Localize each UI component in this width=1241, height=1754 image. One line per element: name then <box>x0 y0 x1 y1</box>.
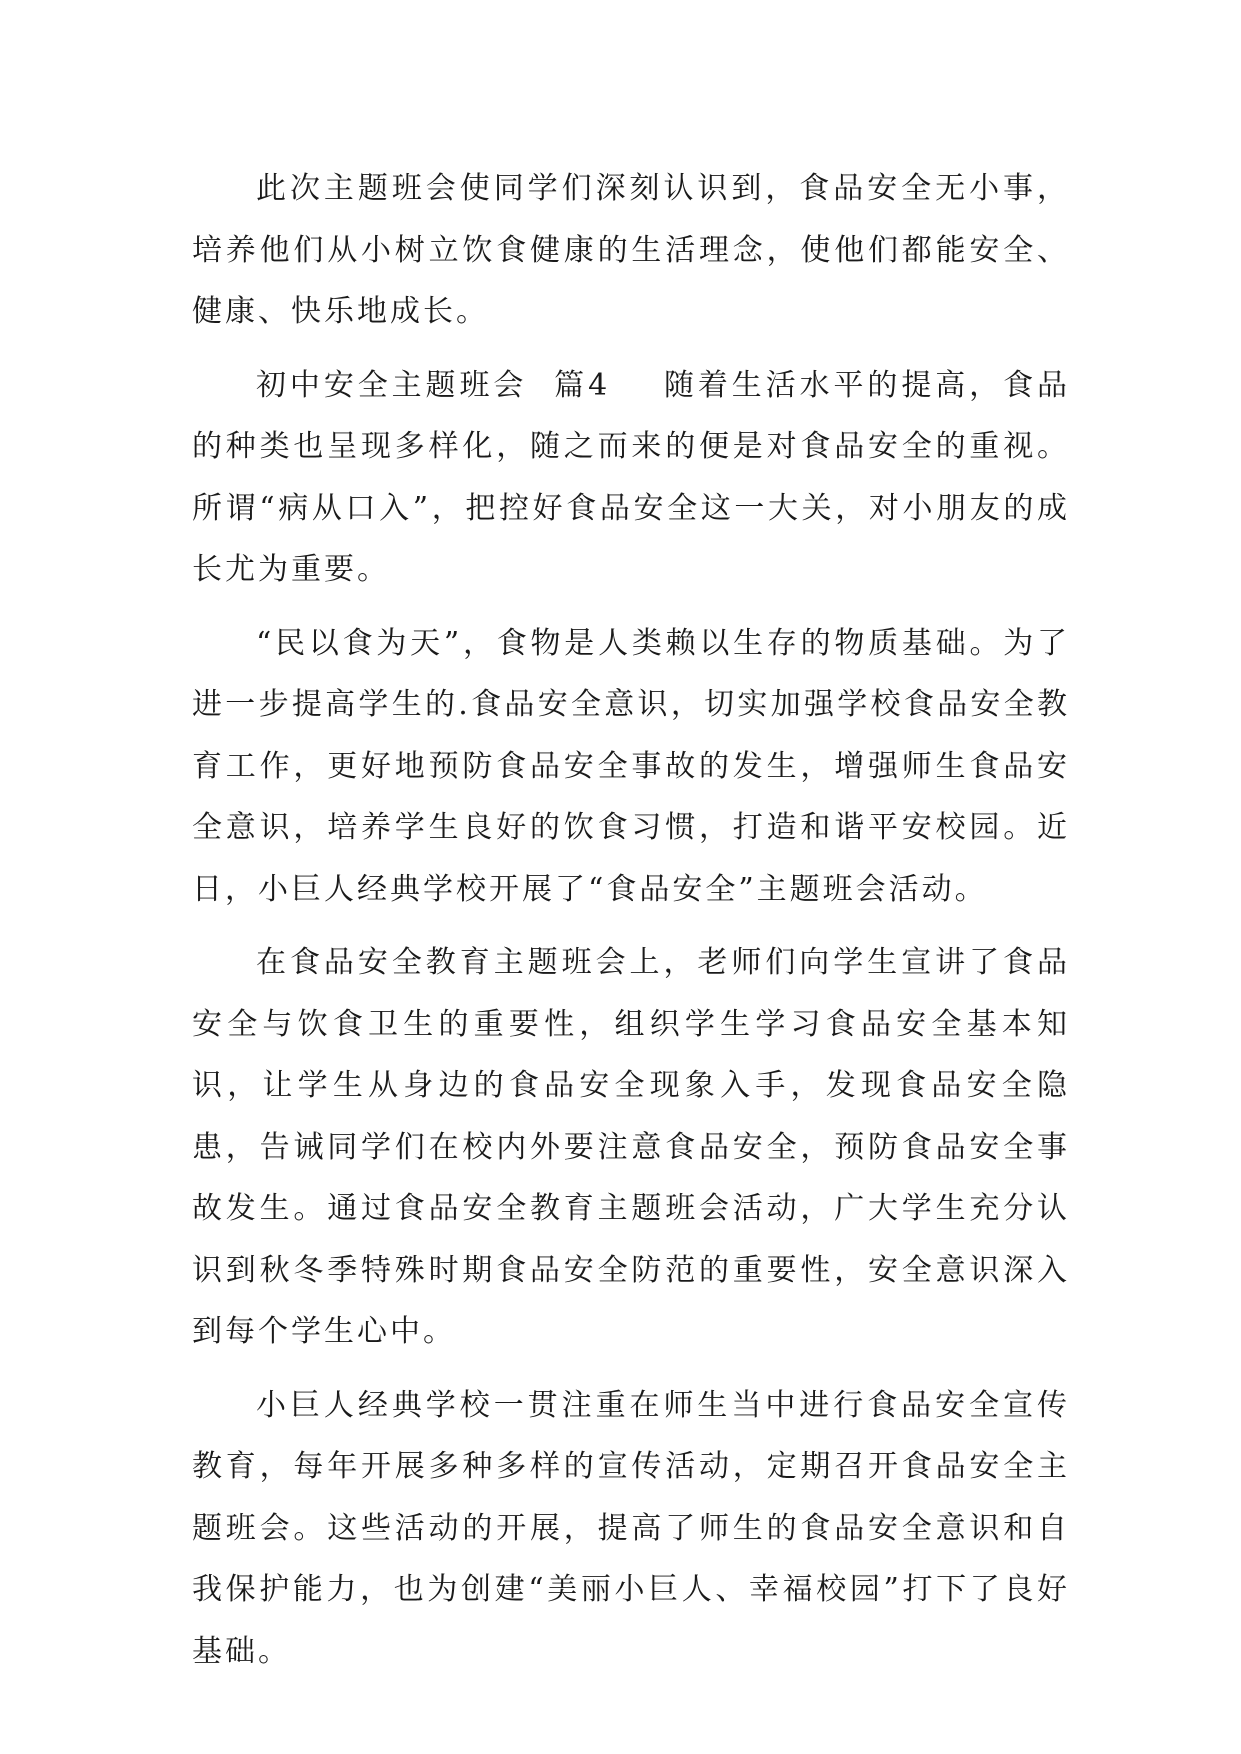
paragraph-2: 初中安全主题班会 篇4 随着生活水平的提高，食品的种类也呈现多样化，随之而来的便是对食品安全的重视。所谓“病从口入”，把控好食品安全这一大关，对小朋友的成长尤为重要。 <box>192 367 1070 587</box>
paragraph-4: 在食品安全教育主题班会上，老师们向学生宣讲了食品安全与饮食卫生的重要性，组织学生学习食品安全基本知识，让学生从身边的食品安全现象入手，发现食品安全隐患，告诫同学们在校内外要注意食品安全，预防食品安全事故发生。通过食品安全教育主题班会活动，广大学生充分认识到秋冬季特殊时期食品安全防范的重要性，安全意识深入到每个学生心中。 <box>192 945 1070 1349</box>
paragraph-5: 小巨人经典学校一贯注重在师生当中进行食品安全宣传教育，每年开展多种多样的宣传活动，定期召开食品安全主题班会。这些活动的开展，提高了师生的食品安全意识和自我保护能力，也为创建“美丽小巨人、幸福校园”打下了良好基础。 <box>192 1387 1070 1669</box>
document-body <box>192 158 1070 1694</box>
paragraph-1: 此次主题班会使同学们深刻认识到，食品安全无小事，培养他们从小树立饮食健康的生活理念，使他们都能安全、健康、快乐地成长。 <box>192 171 1070 329</box>
paragraph-3: “民以食为天”，食物是人类赖以生存的物质基础。为了进一步提高学生的.食品安全意识，切实加强学校食品安全教育工作，更好地预防食品安全事故的发生，增强师生食品安全意识，培养学生良好的饮食习惯，打造和谐平安校园。近日，小巨人经典学校开展了“食品安全”主题班会活动。 <box>192 625 1070 907</box>
